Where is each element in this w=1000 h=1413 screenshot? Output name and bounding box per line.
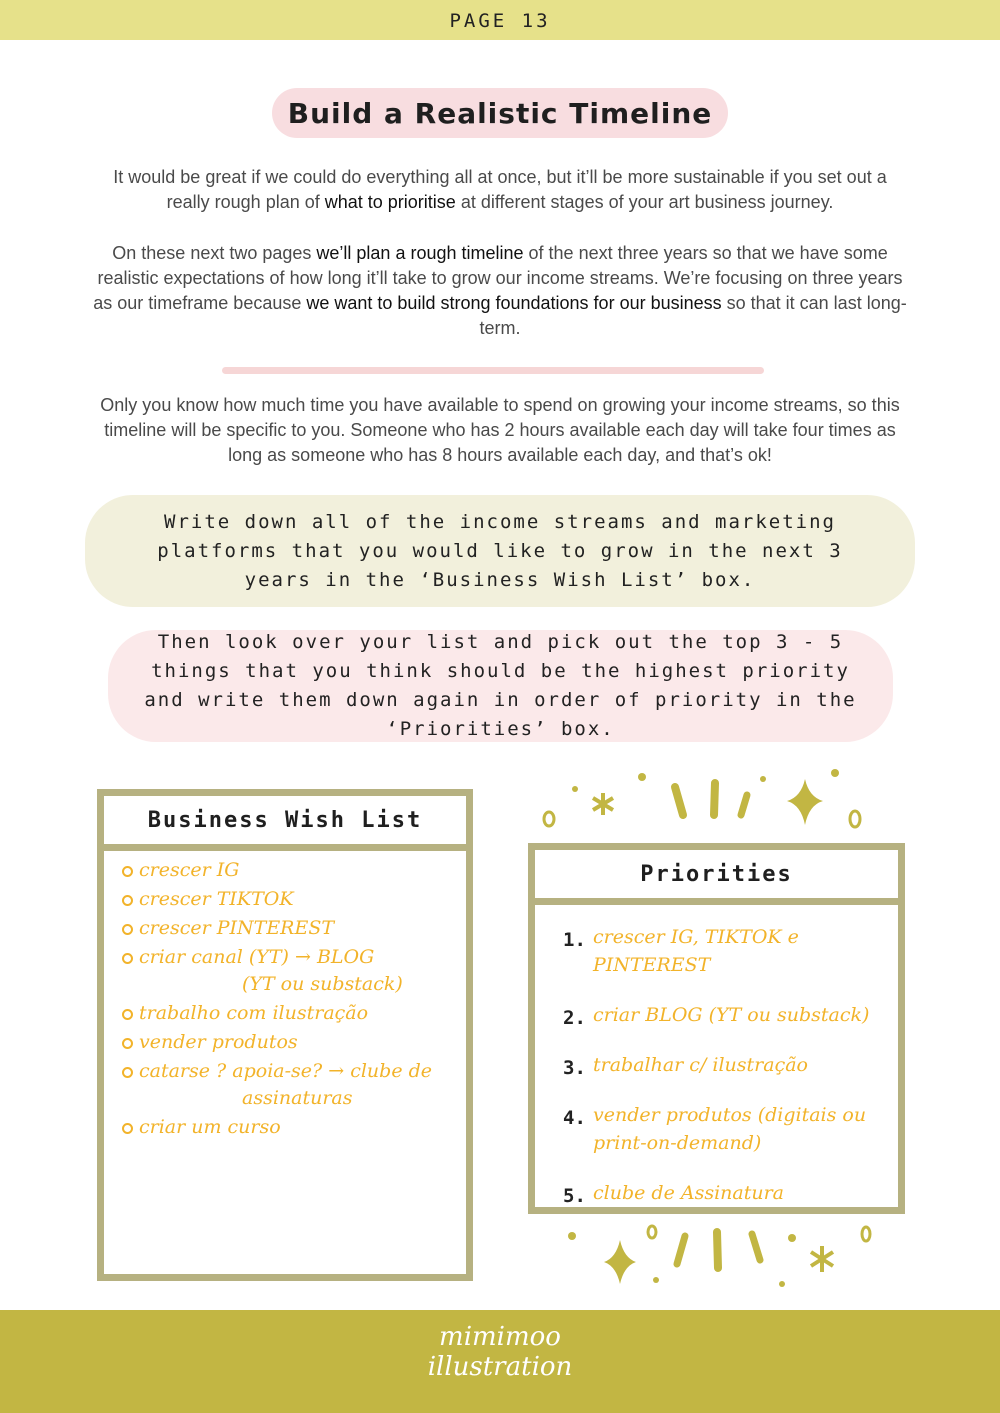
list-item: catarse ? apoia-se? → clube de assinaturas [122, 1058, 466, 1112]
instruction-step-1: Write down all of the income streams and marketing platforms that you would like to grow in the next 3 years in the ‘Business Wish List’ box. [85, 495, 915, 607]
bullet-icon [122, 1067, 133, 1078]
intro-paragraph-1: It would be great if we could do everything all at once, but it’ll be more sustainable if you set out a really rough plan of what to prioritise at different stages of your art business journey. [113, 167, 887, 212]
list-item: crescer TIKTOK [122, 886, 466, 913]
bullet-icon [122, 895, 133, 906]
list-item: criar canal (YT) → BLOG (YT ou substack) [122, 944, 466, 998]
list-item: vender produtos [122, 1029, 466, 1056]
list-item: trabalho com ilustração [122, 1000, 466, 1027]
bullet-icon [122, 953, 133, 964]
divider [222, 367, 764, 374]
sparkles-top-icon [535, 765, 875, 835]
intro-paragraph-3: Only you know how much time you have available to spend on growing your income streams, so this timeline will be specific to you. Someone who has 2 hours available each day will take four times as long as someone who has 8 hours available each day, and that’s ok! [100, 395, 900, 465]
bullet-icon [122, 1123, 133, 1134]
priorities-list [535, 905, 898, 1207]
brand-logo: mimimoo illustration [427, 1322, 573, 1382]
bullet-icon [122, 1038, 133, 1049]
emphasis-text: what to prioritise [324, 192, 456, 212]
bullet-icon [122, 1009, 133, 1020]
priorities-box [528, 843, 905, 1214]
list-item: 4. vender produtos (digitais ou print-on-demand) [563, 1104, 867, 1154]
intro-paragraph-2: On these next two pages we’ll plan a rough timeline of the next three years so that we have some realistic expectations of how long it’ll take to grow our income streams. We’re focusing on three years as our timeframe because we want to build strong foundations for our business so that it can last long-term. [93, 243, 907, 338]
page-title: Build a Realistic Timeline [287, 96, 713, 130]
list-item: 1. crescer IG, TIKTOK e PINTEREST [563, 926, 799, 976]
wish-list-box [97, 789, 473, 1281]
list-item: 5. clube de Assinatura [563, 1182, 784, 1207]
title-highlight [272, 88, 728, 138]
list-item: 3. trabalhar c/ ilustração [563, 1054, 808, 1079]
emphasis-text: we’ll plan a rough timeline [316, 243, 524, 263]
list-item: criar um curso [122, 1114, 466, 1141]
list-item: crescer PINTEREST [122, 915, 466, 942]
list-item: 2. criar BLOG (YT ou substack) [563, 1004, 870, 1029]
priorities-heading: Priorities [535, 850, 898, 905]
page-label: PAGE 13 [449, 10, 551, 32]
list-item: crescer IG [122, 857, 466, 884]
wish-list-heading: Business Wish List [104, 796, 466, 851]
instruction-step-2: Then look over your list and pick out the top 3 - 5 things that you think should be the highest priority and write them down again in order of priority in the ‘Priorities’ box. [108, 630, 893, 742]
bullet-icon [122, 866, 133, 877]
bullet-icon [122, 924, 133, 935]
emphasis-text: we want to build strong foundations for our business [306, 293, 722, 313]
wish-list [104, 851, 466, 1141]
sparkles-bottom-icon [560, 1222, 880, 1292]
